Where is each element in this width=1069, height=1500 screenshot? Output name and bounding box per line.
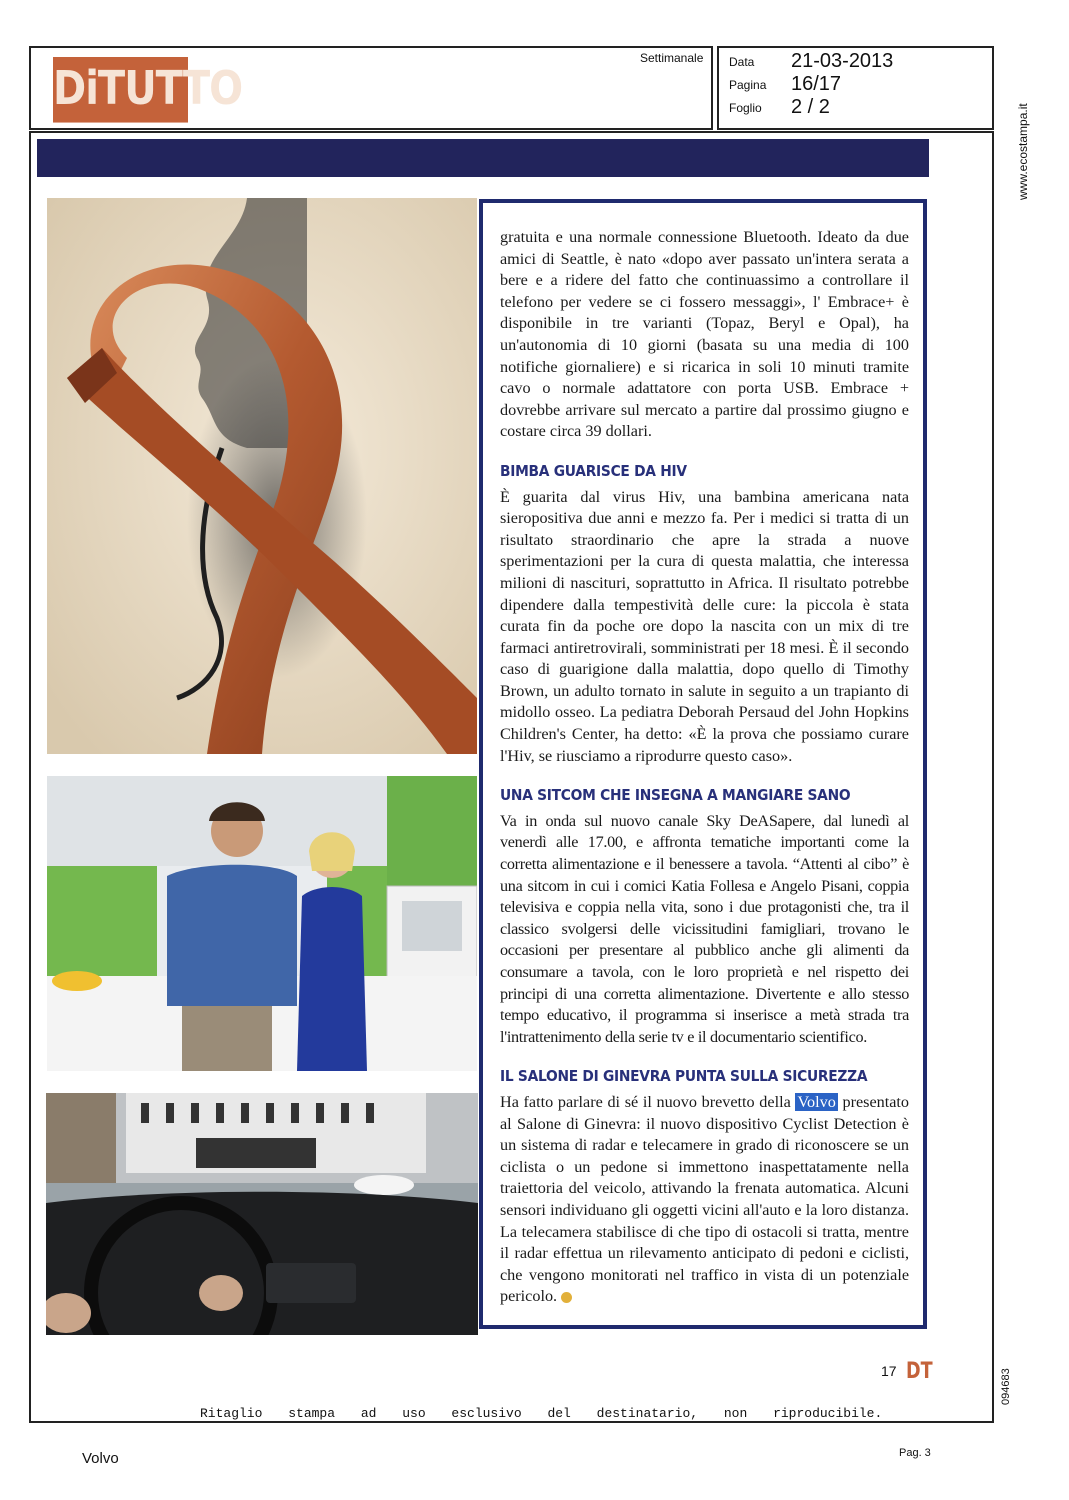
section-body-ginevra: [500, 1092, 909, 1308]
meta-foglio-label: Foglio: [729, 101, 762, 115]
section-title-sitcom: UNA SITCOM CHE INSEGNA A MANGIARE SANO: [500, 786, 851, 805]
document-page: Pag. 3: [899, 1447, 931, 1459]
side-code: 094683: [1000, 1368, 1012, 1405]
section-title-hiv: BIMBA GUARISCE DA HIV: [500, 461, 687, 480]
end-mark-icon: [561, 1292, 572, 1303]
sitcom-photo: [47, 776, 477, 1071]
meta-data-label: Data: [729, 55, 755, 69]
top-color-band: [37, 139, 929, 177]
frequency-label: Settimanale: [640, 51, 704, 65]
volvo-highlight: Volvo: [797, 1092, 836, 1111]
ginevra-text-before: Ha fatto parlare di sé il nuovo brevetto della: [500, 1092, 791, 1111]
section-title-ginevra: IL SALONE DI GINEVRA PUNTA SULLA SICUREZZA: [500, 1067, 868, 1086]
meta-pagina-value: 16/17: [791, 73, 842, 95]
meta-pagina-label: Pagina: [729, 78, 767, 92]
ginevra-text-after: presentato al Salone di Ginevra: il nuovo dispositivo Cyclist Detection è un sistema di radar e telecamere in grado di riconoscere se un ciclista o un pedone si immettono inaspettatamente nella traiettoria del veicolo, attivando la frenata automatica. Alcuni sensori individuano gli oggetti vicini all'auto e la loro distanza. La telecamera stabilisce di che tipo di ostacoli si tratta, mentre il radar effettua un rilevamento anticipato di pedoni e ciclisti, che vengono monitorati nel traffico in vista di un potenziale pericolo.: [500, 1092, 910, 1306]
disclaimer: Ritaglio stampa ad uso esclusivo del destinatario, non riproducibile.: [200, 1406, 883, 1421]
volvo-car-photo: [46, 1093, 478, 1335]
magazine-mini-logo: DT: [906, 1359, 933, 1384]
client-name: Volvo: [82, 1450, 119, 1467]
side-url: www.ecostampa.it: [1016, 103, 1030, 200]
meta-data-value: 21-03-2013: [791, 50, 894, 72]
section-body-sitcom: Va in onda sul nuovo canale Sky DeASapere, dal lunedì al venerdì alle 17.00, e affronta tematiche importanti come la corretta alimentazione e il benessere a tavola. “Attenti al cibo” è una sitcom in cui i comici Katia Follesa e Angelo Pisani, coppia televisiva e coppia nella vita, sono i due protagonisti che, tra il classico svolgersi delle vicissitudini famigliari, trovano le occasioni per presentare al pubblico anche gli alimenti da consumare a tavola, con le loro proprietà e nel rispetto dei principi di una corretta alimentazione. Divertente e allo stesso tempo educativo, il programma si inserisce a metà strada tra l'intrattenimento della serie tv e il documentario scientifico.: [500, 811, 909, 1046]
page-number: 17: [881, 1363, 897, 1379]
ribbon-illustration: [47, 198, 477, 754]
article-column: [479, 199, 927, 1329]
publication-logo: DiTUTTO: [53, 57, 188, 123]
section-body-hiv: È guarita dal virus Hiv, una bambina americana nata sieropositiva due anni e mezzo fa. Per i medici si tratta di un risultato straordinario che apre la strada a nuove sperimentazioni per la cura di questa malattia, che interessa milioni di nascituri, soprattutto in Africa. Il risultato potrebbe dipendere dalla tempestività delle cure: la piccola è stata curata fin da poche ore dopo la nascita con un mix di tre farmaci antiretrovirali, somministrati per 18 mesi. È il secondo caso di guarigione dalla malattia, dopo quello di Timothy Brown, un adulto tornato in salute in seguito a un trapianto di midollo osseo. La pediatra Deborah Persaud del John Hopkins Children's Center, ha detto: «È la prova che possiamo curare l'Hiv, se riusciamo a riprodurre questo caso».: [500, 487, 909, 765]
intro-paragraph: gratuita e una normale connessione Bluetooth. Ideato da due amici di Seattle, è nato «dopo aver passato un'intera serata a bere e a ridere del fatto che continuassimo a controllare il telefono per vedere se ci fossero messaggi», l' Embrace+ è disponibile in tre varianti (Topaz, Beryl e Opal), ha un'autonomia di 10 giorni (basata su una media di 100 notifiche giornaliere) e si ricarica in soli 10 minuti tramite cavo o normale adattatore con porta USB. Embrace + dovrebbe arrivare sul mercato a partire dal prossimo giugno e costare circa 39 dollari.: [500, 228, 909, 441]
article-text: [500, 227, 909, 1308]
meta-foglio-value: 2 / 2: [791, 96, 830, 118]
